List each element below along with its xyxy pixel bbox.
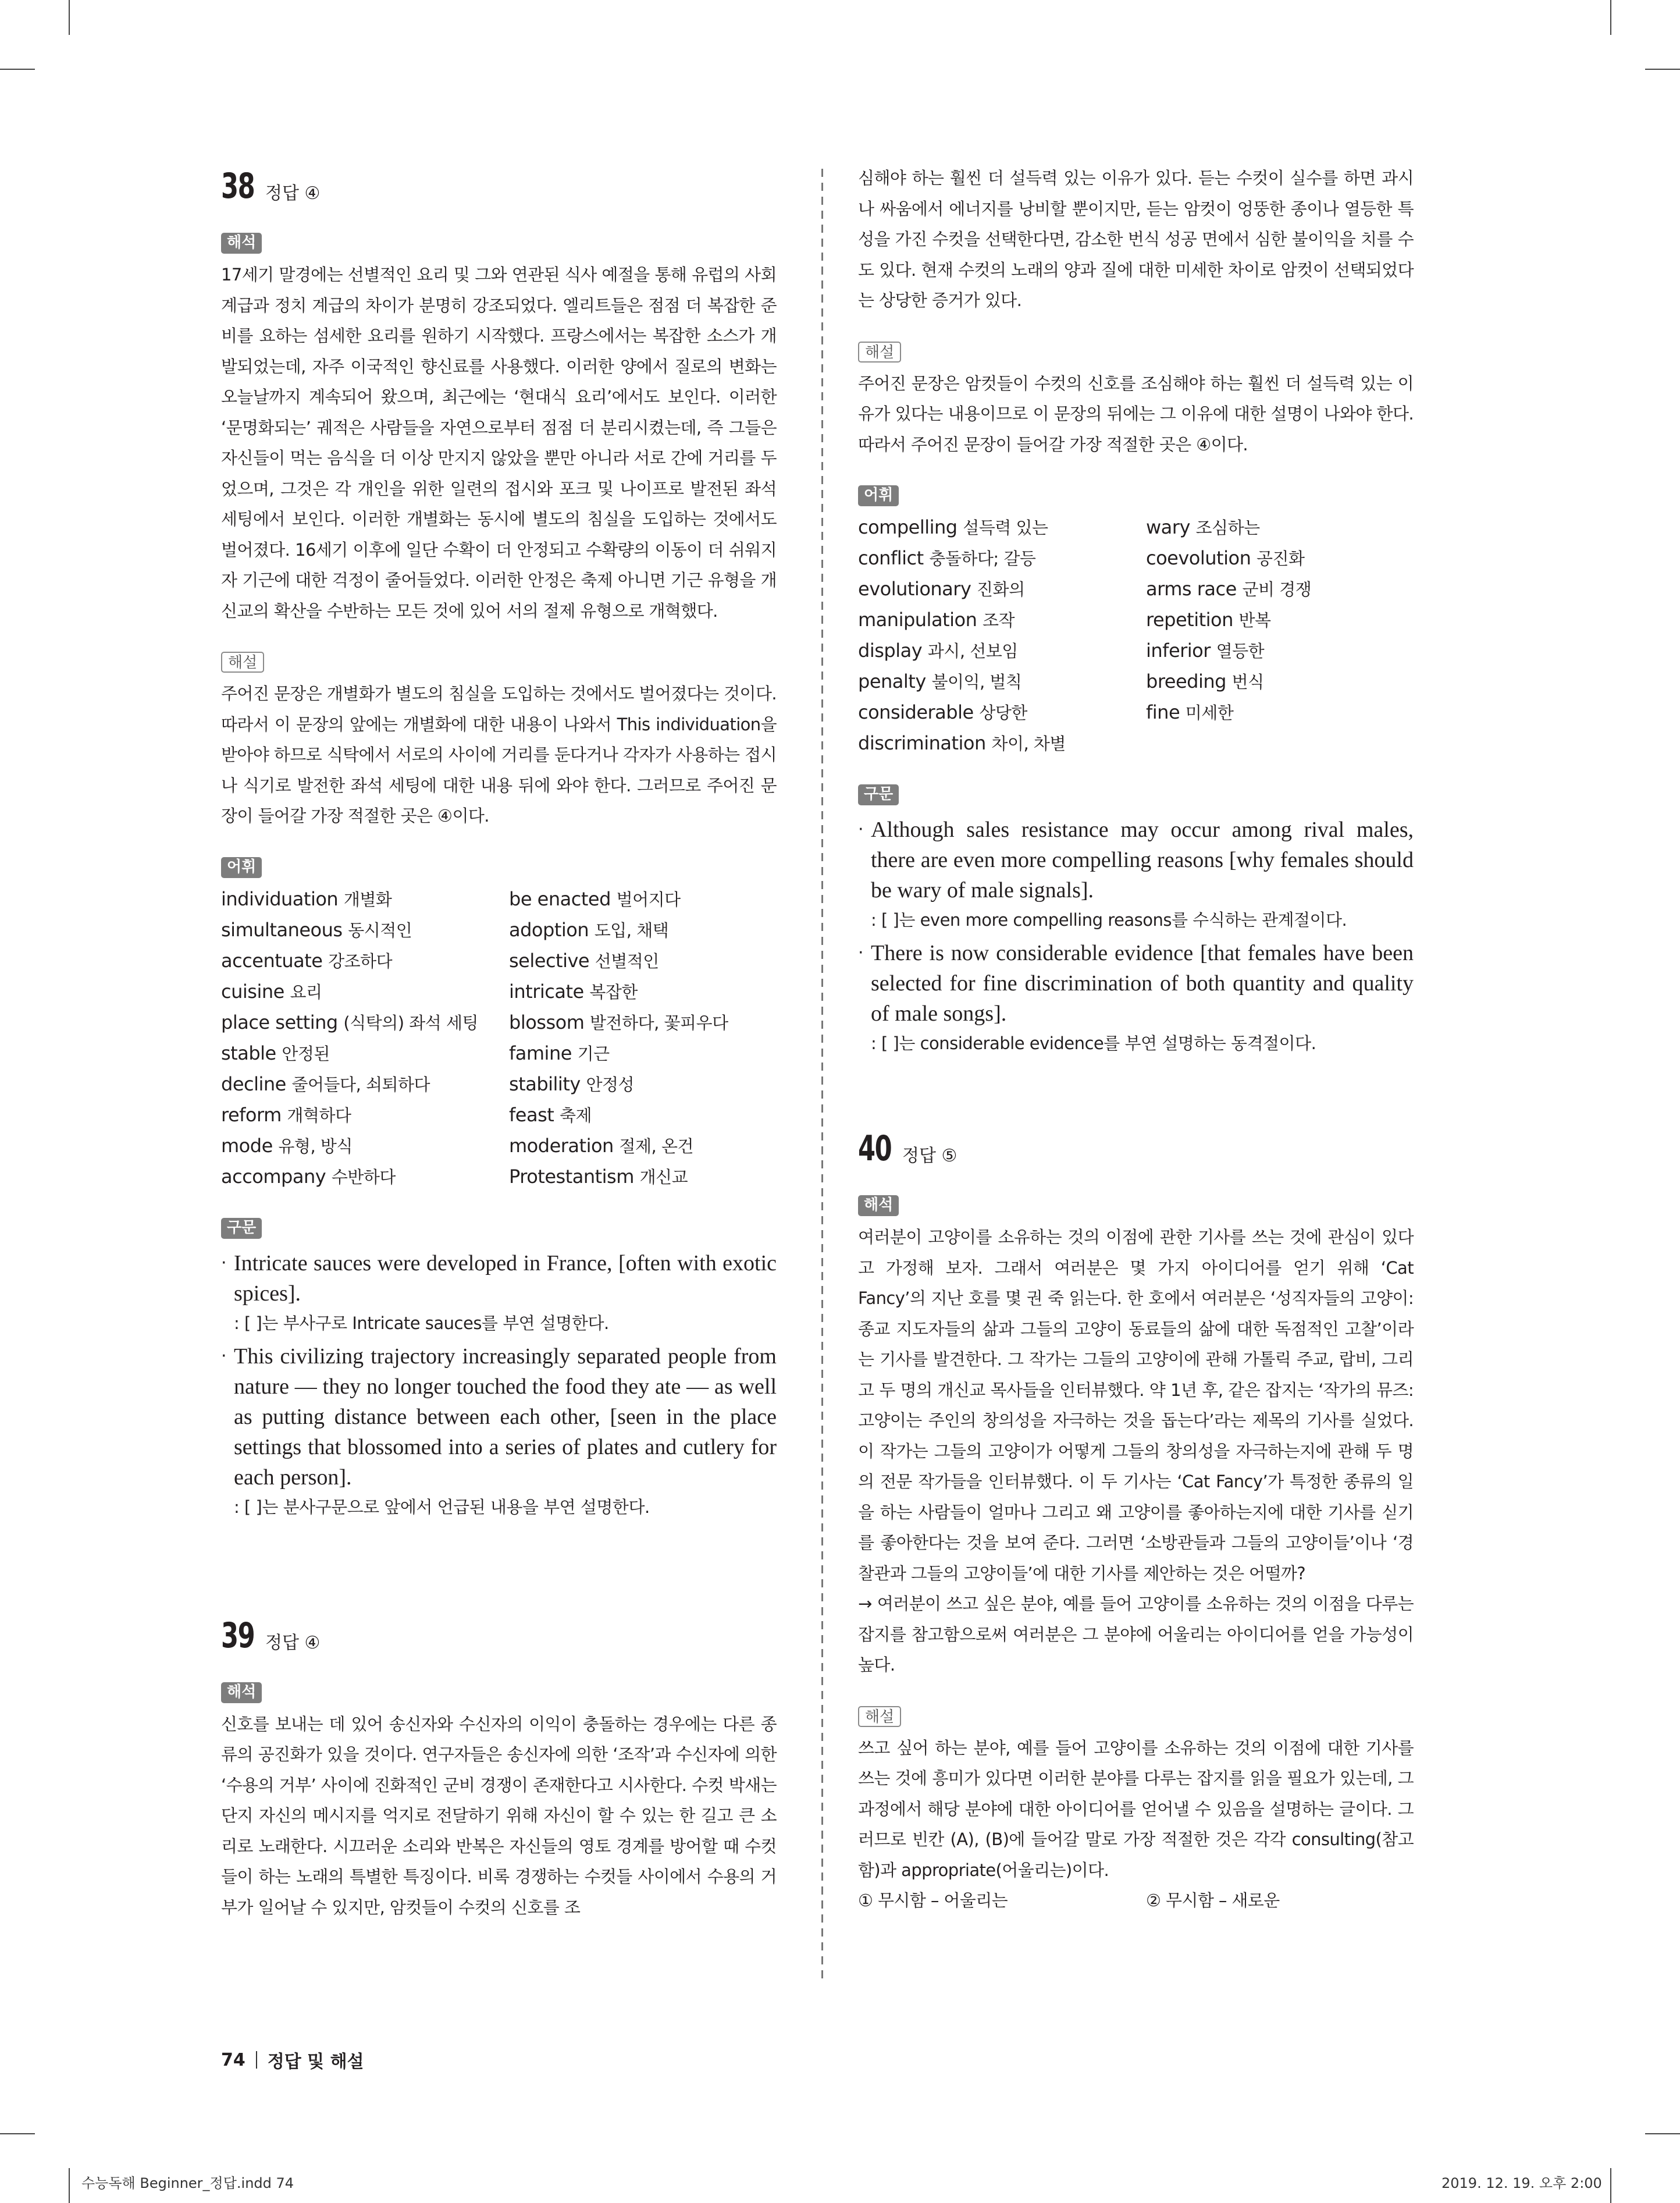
vocabulary-list (221, 884, 777, 1192)
vocab-meaning: 반복 (1238, 610, 1271, 630)
vocab-word: place setting (221, 1011, 338, 1033)
syntax-list (858, 815, 1414, 1058)
vocab-entry (1146, 697, 1414, 728)
vocab-word: repetition (1146, 609, 1233, 631)
syntax-sentence: This civilizing trajectory increasingly separated people from nature — they no longer touched the food they ate — as well as putting distance between each other, [seen in the place settings that blossomed into a series of plates and cutlery for each person]. (234, 1344, 777, 1490)
syntax-tag: 구문 (858, 784, 899, 805)
vocab-word: accentuate (221, 949, 323, 972)
explanation-text: 쓰고 싶어 하는 분야, 예를 들어 고양이를 소유하는 것의 이점에 대한 기사를 쓰는 것에 흥미가 있다면 이러한 분야를 다루는 잡지를 읽을 필요가 있는데, 그 과정에서 해당 분야에 대한 아이디어를 얻어낼 수 있음을 설명하는 글이다. 그러므로 빈칸 (A), (B)에 들어갈 말로 가장 적절한 것은 각각 consulting(참고함)과 appropriate(어울리는)이다. (858, 1737, 1414, 1880)
vocab-word: discrimination (858, 732, 986, 754)
vocab-meaning: 수반하다 (331, 1167, 396, 1187)
vocab-word: compelling (858, 516, 958, 538)
vocab-word: inferior (1146, 639, 1211, 662)
vocab-entry (221, 1069, 509, 1100)
syntax-item: · Intricate sauces were developed in France, [often with exotic spices]. : [ ]는 부사구로 Intricate sauces를 부연 설명한다. (221, 1248, 777, 1338)
crop-mark (1645, 2133, 1680, 2134)
vocab-entry (509, 1038, 777, 1069)
crop-mark (1610, 2168, 1611, 2203)
vocab-word: moderation (509, 1134, 614, 1157)
vocab-meaning: 요리 (290, 982, 322, 1002)
vocab-word: stable (221, 1042, 276, 1064)
vocab-entry (509, 1161, 777, 1192)
vocab-entry (1146, 666, 1414, 697)
vocab-word: decline (221, 1072, 286, 1095)
vocab-word: simultaneous (221, 918, 343, 941)
vocab-meaning: 진화의 (977, 580, 1025, 599)
syntax-note: : [ ]는 considerable evidence를 부연 설명하는 동격절이다. (871, 1033, 1316, 1053)
crop-mark (1645, 69, 1680, 70)
vocab-word: evolutionary (858, 578, 971, 600)
translation-text: 신호를 보내는 데 있어 송신자와 수신자의 이익이 충돌하는 경우에는 다른 종류의 공진화가 있을 것이다. 연구자들은 송신자에 의한 ‘조작’과 수신자에 의한 ‘수용의 거부’ 사이에 진화적인 군비 경쟁이 존재한다고 시사한다. 수컷 박새는 단지 자신의 메시지를 억지로 전달하기 위해 자신이 할 수 있는 한 길고 큰 소리로 노래한다. 시끄러운 소리와 반복은 자신들의 영토 경계를 방어할 때 수컷들이 하는 노래의 특별한 특징이다. 비록 경쟁하는 수컷들 사이에서 수용의 거부가 일어날 수 있지만, 암컷들이 수컷의 신호를 조 (221, 1714, 777, 1917)
vocab-word: arms race (1146, 578, 1237, 600)
explanation-tag: 해설 (221, 652, 264, 673)
vocabulary-list (858, 512, 1414, 759)
vocab-meaning: 군비 경쟁 (1242, 580, 1312, 599)
q38-header (221, 166, 777, 207)
vocab-meaning: 벌어지다 (616, 889, 681, 909)
explanation-tag: 해설 (858, 1706, 901, 1727)
vocab-meaning: 충돌하다; 갈등 (929, 549, 1036, 568)
syntax-item: · Although sales resistance may occur among rival males, there are even more compelling reasons [why females should be wary of male signals]. : [ ]는 even more compelling reasons를 수식하는 관계절이다. (858, 815, 1414, 935)
vocab-word: wary (1146, 516, 1190, 538)
vocab-meaning: 미세한 (1185, 703, 1234, 723)
vocab-entry (221, 1131, 509, 1161)
answer-options (858, 1885, 1414, 1916)
answer-label: 정답 ⑤ (902, 1146, 958, 1166)
left-column (221, 163, 777, 1923)
vocab-meaning: 절제, 온건 (619, 1136, 693, 1156)
vocab-entry (509, 884, 777, 915)
question-number: 38 (221, 166, 255, 207)
column-divider (821, 169, 823, 1978)
vocab-meaning: 조심하는 (1195, 518, 1260, 538)
q39-header (221, 1615, 777, 1656)
vocabulary-tag: 어휘 (858, 485, 899, 506)
vocab-entry (858, 728, 1146, 759)
syntax-sentence: Although sales resistance may occur among rival males, there are even more compelling reasons [why females should be wary of male signals]. (871, 818, 1414, 902)
syntax-item: · There is now considerable evidence [that females have been selected for fine discrimination of both quantity and quality of male songs]. : [ ]는 considerable evidence를 부연 설명하는 동격절이다. (858, 938, 1414, 1058)
right-column (858, 163, 1414, 1916)
vocab-entry (509, 976, 777, 1007)
vocab-entry (509, 1131, 777, 1161)
option-1: ① 무시함 – 어울리는 (858, 1891, 1008, 1910)
option-2: ② 무시함 – 새로운 (1146, 1891, 1280, 1910)
vocab-meaning: 개별화 (343, 889, 392, 909)
vocab-meaning: 안정된 (282, 1043, 330, 1064)
vocab-entry (858, 605, 1146, 635)
vocab-entry (858, 666, 1146, 697)
vocab-entry (858, 635, 1146, 666)
vocab-word: penalty (858, 670, 926, 692)
vocab-meaning: 개신교 (639, 1167, 688, 1187)
vocab-word: feast (509, 1103, 554, 1126)
syntax-sentence: Intricate sauces were developed in France, [often with exotic spices]. (234, 1250, 777, 1306)
vocab-entry (221, 1007, 509, 1038)
vocab-word: be enacted (509, 887, 611, 910)
syntax-list (221, 1248, 777, 1522)
vocab-word: Protestantism (509, 1165, 634, 1188)
vocab-meaning: 조작 (983, 610, 1015, 630)
vocab-entry (1146, 605, 1414, 635)
vocab-word: cuisine (221, 980, 284, 1003)
answer-label: 정답 ④ (265, 183, 321, 204)
translation-text-continued: 심해야 하는 훨씬 더 설득력 있는 이유가 있다. 듣는 수컷이 실수를 하면 과시나 싸움에서 에너지를 낭비할 뿐이지만, 듣는 암컷이 엉뚱한 종이나 열등한 특성을 가진 수컷을 선택한다면, 감소한 번식 성공 면에서 심한 불이익을 치를 수도 있다. 현재 수컷의 노래의 양과 질에 대한 미세한 차이로 암컷이 선택되었다는 상당한 증거가 있다. (858, 168, 1414, 310)
vocab-entry (509, 1100, 777, 1131)
translation-text: 여러분이 고양이를 소유하는 것의 이점에 관한 기사를 쓰는 것에 관심이 있다고 가정해 보자. 그래서 여러분은 몇 가지 아이디어를 얻기 위해 ‘Cat Fancy’의 지난 호를 몇 권 죽 읽는다. 한 호에서 여러분은 ‘성직자들의 고양이: 종교 지도자들의 삶과 그들의 고양이 동료들의 삶에 대한 독점적인 고찰’이라는 기사를 발견한다. 그 작가는 그들의 고양이에 관해 가톨릭 주교, 랍비, 그리고 두 명의 개신교 목사들을 인터뷰했다. 약 1년 후, 같은 잡지는 ‘작가의 뮤즈: 고양이는 주인의 창의성을 자극하는 것을 돕는다’라는 제목의 기사를 실었다. 이 작가는 그들의 고양이가 어떻게 그들의 창의성을 자극하는지에 관해 두 명의 전문 작가들을 인터뷰했다. 이 두 기사는 ‘Cat Fancy’가 특정한 종류의 일을 하는 사람들이 얼마나 그리고 왜 고양이를 좋아하는지에 대한 기사를 싣기를 좋아한다는 것을 보여 준다. 그러면 ‘소방관들과 그들의 고양이들’이나 ‘경찰관과 그들의 고양이들’에 대한 기사를 제안하는 것은 어떨까? (858, 1227, 1414, 1583)
vocab-entry (858, 543, 1146, 574)
vocab-meaning: 불이익, 벌칙 (931, 672, 1022, 692)
vocab-meaning: 열등한 (1216, 641, 1265, 661)
vocab-meaning: 번식 (1231, 672, 1264, 692)
vocab-word: conflict (858, 547, 924, 569)
crop-mark (0, 69, 35, 70)
vocab-meaning: 기근 (577, 1043, 610, 1064)
vocab-meaning: 도입, 채택 (594, 920, 669, 940)
vocab-meaning: 강조하다 (328, 951, 393, 971)
syntax-sentence: There is now considerable evidence [that females have been selected for fine discrimination of both quantity and quality of male songs]. (871, 941, 1414, 1026)
crop-mark (69, 2168, 70, 2203)
vocab-meaning: 과시, 선보임 (927, 641, 1018, 661)
footer-title: 정답 및 해설 (267, 2052, 364, 2072)
vocab-meaning: (식탁의) 좌석 세팅 (343, 1012, 479, 1033)
vocab-entry (509, 946, 777, 976)
vocab-entry (1146, 574, 1414, 605)
vocab-meaning: 유형, 방식 (278, 1136, 353, 1156)
vocab-entry (858, 512, 1146, 543)
vocab-word: individuation (221, 887, 339, 910)
footer-separator (256, 2051, 257, 2069)
vocab-meaning: 동시적인 (348, 920, 412, 940)
vocab-word: intricate (509, 980, 584, 1003)
vocab-entry (221, 1100, 509, 1131)
crop-mark (69, 0, 70, 35)
slug-timestamp: 2019. 12. 19. 오후 2:00 (1441, 2175, 1602, 2191)
vocab-entry (509, 915, 777, 946)
question-number: 39 (221, 1615, 255, 1656)
translation-tag: 해석 (221, 233, 262, 254)
syntax-note: : [ ]는 부사구로 Intricate sauces를 부연 설명한다. (234, 1313, 609, 1333)
vocab-entry (221, 1038, 509, 1069)
syntax-note: : [ ]는 even more compelling reasons를 수식하는 관계절이다. (871, 910, 1347, 930)
slug-filename: 수능독해 Beginner_정답.indd 74 (81, 2175, 294, 2191)
vocab-word: famine (509, 1042, 572, 1064)
translation-text: 17세기 말경에는 선별적인 요리 및 그와 연관된 식사 예절을 통해 유럽의 사회 계급과 정치 계급의 차이가 분명히 강조되었다. 엘리트들은 점점 더 복잡한 준비를 요하는 섬세한 요리를 원하기 시작했다. 프랑스에서는 복잡한 소스가 개발되었는데, 자주 이국적인 향신료를 사용했다. 이러한 양에서 질로의 변화는 오늘날까지 계속되어 왔으며, 최근에는 ‘현대식 요리’에서도 보인다. 이러한 ‘문명화되는’ 궤적은 사람들을 자연으로부터 점점 더 분리시켰는데, 즉 그들은 자신들이 먹는 음식을 더 이상 만지지 않았을 뿐만 아니라 서로 간에 거리를 두었으며, 그것은 각 개인을 위한 일련의 접시와 포크 및 나이프로 발전된 좌석 세팅에서 보인다. 이러한 개별화는 동시에 별도의 침실을 도입하는 것에서도 벌어졌다. 16세기 이후에 일단 수확이 더 안정되고 수확량의 이동이 더 쉬워지자 기근에 대한 걱정이 줄어들었다. 이러한 안정은 축제 아니면 기근 유형을 개신교의 확산을 수반하는 모든 것에 있어 서의 절제 유형으로 개혁했다. (221, 265, 777, 621)
vocab-meaning: 설득력 있는 (963, 518, 1048, 538)
vocabulary-tag: 어휘 (221, 857, 262, 878)
vocab-entry (221, 976, 509, 1007)
explanation-text: 주어진 문장은 암컷들이 수컷의 신호를 조심해야 하는 훨씬 더 설득력 있는 이유가 있다는 내용이므로 이 문장의 뒤에는 그 이유에 대한 설명이 나와야 한다. 따라서 주어진 문장이 들어갈 가장 적절한 곳은 ④이다. (858, 373, 1414, 454)
vocab-entry (221, 915, 509, 946)
vocab-meaning: 안정성 (586, 1074, 635, 1095)
vocab-entry (221, 884, 509, 915)
translation-tag: 해석 (858, 1195, 899, 1216)
explanation-text: 주어진 문장은 개별화가 별도의 침실을 도입하는 것에서도 벌어졌다는 것이다. 따라서 이 문장의 앞에는 개별화에 대한 내용이 나와서 This individuation을 받아야 하므로 식탁에서 서로의 사이에 거리를 둔다거나 각자가 사용하는 접시나 식기로 발전한 좌석 세팅에 대한 내용 뒤에 와야 한다. 그러므로 주어진 문장이 들어갈 가장 적절한 곳은 ④이다. (221, 684, 777, 826)
vocab-entry (509, 1007, 777, 1038)
vocab-word: selective (509, 949, 590, 972)
vocab-word: display (858, 639, 923, 662)
syntax-tag: 구문 (221, 1218, 262, 1239)
vocab-word: stability (509, 1072, 581, 1095)
vocab-entry (221, 1161, 509, 1192)
vocab-meaning: 선별적인 (595, 951, 659, 971)
vocab-entry (509, 1069, 777, 1100)
crop-mark (1610, 0, 1611, 35)
vocab-meaning: 축제 (559, 1105, 592, 1125)
vocab-meaning: 차이, 차별 (991, 734, 1066, 754)
crop-mark (0, 2133, 35, 2134)
vocab-word: accompany (221, 1165, 326, 1188)
vocab-meaning: 상당한 (979, 703, 1027, 723)
vocab-word: adoption (509, 918, 589, 941)
translation-tag: 해석 (221, 1682, 262, 1703)
page-number: 74 (221, 2049, 245, 2070)
vocab-word: mode (221, 1134, 273, 1157)
explanation-tag: 해설 (858, 342, 901, 363)
page-footer (221, 2047, 364, 2073)
vocab-entry (858, 697, 1146, 728)
vocab-entry (858, 574, 1146, 605)
summary-text: → 여러분이 쓰고 싶은 분야, 예를 들어 고양이를 소유하는 것의 이점을 다루는 잡지를 참고함으로써 여러분은 그 분야에 어울리는 아이디어를 얻을 가능성이 높다. (858, 1594, 1414, 1675)
vocab-meaning: 줄어들다, 쇠퇴하다 (291, 1074, 430, 1095)
syntax-note: : [ ]는 분사구문으로 앞에서 언급된 내용을 부연 설명한다. (234, 1497, 650, 1517)
question-number: 40 (858, 1128, 892, 1169)
vocab-word: considerable (858, 701, 974, 723)
vocab-entry (1146, 543, 1414, 574)
vocab-word: blossom (509, 1011, 585, 1033)
vocab-meaning: 복잡한 (589, 982, 638, 1002)
vocab-meaning: 공진화 (1257, 549, 1305, 568)
vocab-meaning: 개혁하다 (287, 1105, 351, 1125)
vocab-entry (1146, 512, 1414, 543)
vocab-word: breeding (1146, 670, 1226, 692)
vocab-word: manipulation (858, 609, 977, 631)
answer-label: 정답 ④ (265, 1632, 321, 1653)
q40-header (858, 1128, 1414, 1169)
vocab-word: fine (1146, 701, 1180, 723)
vocab-entry (221, 946, 509, 976)
vocab-meaning: 발전하다, 꽃피우다 (590, 1012, 728, 1033)
vocab-entry (1146, 635, 1414, 666)
vocab-word: reform (221, 1103, 282, 1126)
vocab-word: coevolution (1146, 547, 1251, 569)
syntax-item: · This civilizing trajectory increasingly separated people from nature — they no longer touched the food they ate — as well as putting distance between each other, [seen in the place settings that blossomed into a series of plates and cutlery for each person]. : [ ]는 분사구문으로 앞에서 언급된 내용을 부연 설명한다. (221, 1341, 777, 1522)
